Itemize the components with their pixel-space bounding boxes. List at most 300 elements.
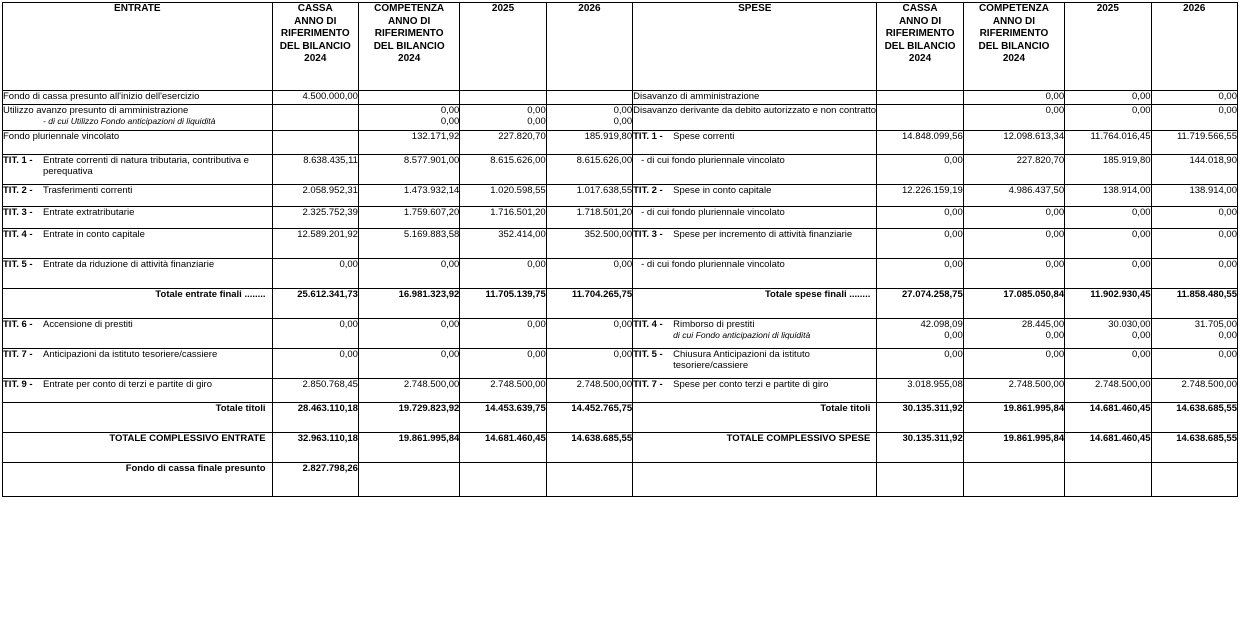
header-comp-line1: COMPETENZA bbox=[978, 3, 1049, 14]
sub-value: 0,00 bbox=[1045, 330, 1065, 341]
spese-2026-value bbox=[1151, 105, 1237, 131]
value: 0,00 bbox=[1045, 349, 1065, 360]
header-cassa-line1: CASSA bbox=[902, 3, 938, 14]
value: 0,00 bbox=[1218, 91, 1237, 102]
value: 4.500.000,00 bbox=[302, 91, 358, 102]
spese-2025-value bbox=[1065, 463, 1151, 497]
value: 138.914,00 bbox=[1189, 185, 1237, 196]
budget-table bbox=[2, 2, 1238, 497]
entrate-row-name: Accensione di prestiti bbox=[43, 319, 133, 330]
header-comp-line2: ANNO DI bbox=[388, 15, 431, 27]
entrate-row-label bbox=[3, 207, 273, 229]
entrate-row-label bbox=[3, 403, 273, 433]
spese-2026-value bbox=[1151, 289, 1237, 319]
entrate-cassa-value bbox=[272, 185, 358, 207]
entrate-row-tit: TIT. 1 - bbox=[3, 155, 33, 166]
value: 32.963.110,18 bbox=[297, 433, 358, 444]
header-comp-line3: RIFERIMENTO bbox=[374, 28, 444, 39]
entrate-cassa-value bbox=[272, 259, 358, 289]
entrate-2025-value bbox=[460, 131, 546, 155]
spese-2026-value bbox=[1151, 259, 1237, 289]
entrate-row-name: Fondo di cassa finale presunto bbox=[125, 463, 266, 474]
value: 0,00 bbox=[440, 259, 460, 270]
table-row bbox=[3, 185, 1238, 207]
entrate-2025-value bbox=[460, 319, 546, 349]
value: 2.748.500,00 bbox=[490, 379, 546, 390]
header-comp-year: 2024 bbox=[398, 53, 421, 64]
spese-competenza-value bbox=[963, 207, 1064, 229]
header-entrate-2026: 2026 bbox=[546, 3, 632, 91]
spese-2025-value bbox=[1065, 403, 1151, 433]
spese-competenza-value bbox=[963, 463, 1064, 497]
value: 11.705.139,75 bbox=[485, 289, 546, 300]
spese-row-tit: TIT. 3 - bbox=[633, 229, 663, 240]
header-spese-competenza bbox=[963, 3, 1064, 91]
entrate-competenza-value bbox=[358, 289, 459, 319]
header-spese-cassa bbox=[877, 3, 963, 91]
entrate-competenza-value bbox=[358, 259, 459, 289]
header-cassa-line1: CASSA bbox=[297, 3, 333, 14]
entrate-row-label bbox=[3, 185, 273, 207]
value: 0,00 bbox=[440, 319, 460, 330]
spese-2026-value bbox=[1151, 207, 1237, 229]
entrate-row-label bbox=[3, 229, 273, 259]
spese-2025-value bbox=[1065, 155, 1151, 185]
header-cassa-year: 2024 bbox=[304, 53, 327, 64]
value: 1.759.607,20 bbox=[403, 207, 460, 218]
spese-2025-value bbox=[1065, 131, 1151, 155]
entrate-2025-value bbox=[460, 349, 546, 379]
entrate-row-name: Fondo pluriennale vincolato bbox=[3, 131, 120, 142]
entrate-row-tit: TIT. 3 - bbox=[3, 207, 33, 218]
value: 0,00 bbox=[1045, 105, 1065, 116]
value: 0,00 bbox=[339, 319, 358, 330]
entrate-row-name: Entrate da riduzione di attività finanziarie bbox=[43, 259, 215, 270]
value: 132.171,92 bbox=[411, 131, 460, 142]
value: 30.135.311,92 bbox=[902, 433, 963, 444]
value: 30.135.311,92 bbox=[902, 403, 963, 414]
entrate-competenza-value bbox=[358, 433, 459, 463]
sub-value: 0,00 bbox=[527, 116, 546, 127]
table-row bbox=[3, 379, 1238, 403]
entrate-row-label bbox=[3, 463, 273, 497]
value: 0,00 bbox=[1045, 91, 1065, 102]
value: 27.074.258,75 bbox=[901, 289, 963, 300]
entrate-row-tit: TIT. 5 - bbox=[3, 259, 33, 270]
entrate-competenza-value bbox=[358, 105, 459, 131]
entrate-2025-value bbox=[460, 229, 546, 259]
value: 42.098,09 bbox=[920, 319, 963, 330]
spese-2026-value bbox=[1151, 155, 1237, 185]
value: 14.638.685,55 bbox=[1176, 433, 1237, 444]
entrate-row-tit: TIT. 7 - bbox=[3, 349, 33, 360]
value: 0,00 bbox=[613, 105, 633, 116]
entrate-competenza-value bbox=[358, 131, 459, 155]
value: 17.085.050,84 bbox=[1003, 289, 1065, 300]
spese-cassa-value bbox=[877, 463, 963, 497]
table-row bbox=[3, 207, 1238, 229]
spese-row-label bbox=[633, 131, 877, 155]
spese-cassa-value bbox=[877, 131, 963, 155]
spese-row-label bbox=[633, 91, 877, 105]
value: 2.748.500,00 bbox=[403, 379, 460, 390]
spese-competenza-value bbox=[963, 433, 1064, 463]
table-body bbox=[3, 91, 1238, 497]
spese-cassa-value bbox=[877, 403, 963, 433]
value: 0,00 bbox=[339, 349, 358, 360]
value: 0,00 bbox=[613, 349, 633, 360]
spese-row-name: Chiusura Anticipazioni da istituto tesoriere/cassiere bbox=[673, 349, 810, 371]
value: 14.681.460,45 bbox=[1089, 403, 1151, 414]
value: 8.615.626,00 bbox=[490, 155, 546, 166]
entrate-competenza-value bbox=[358, 185, 459, 207]
value: 2.058.952,31 bbox=[302, 185, 358, 196]
spese-row-label bbox=[633, 463, 877, 497]
value: 2.827.798,26 bbox=[302, 463, 358, 474]
spese-2025-value bbox=[1065, 319, 1151, 349]
spese-cassa-value bbox=[877, 185, 963, 207]
value: 8.615.626,00 bbox=[576, 155, 633, 166]
value: 14.848.099,56 bbox=[901, 131, 963, 142]
entrate-competenza-value bbox=[358, 207, 459, 229]
spese-cassa-value bbox=[877, 207, 963, 229]
spese-competenza-value bbox=[963, 155, 1064, 185]
value: 0,00 bbox=[1132, 229, 1151, 240]
value: 0,00 bbox=[527, 349, 546, 360]
spese-2026-value bbox=[1151, 403, 1237, 433]
spese-row-tit: TIT. 1 - bbox=[633, 131, 663, 142]
table-row bbox=[3, 91, 1238, 105]
value: 2.748.500,00 bbox=[576, 379, 633, 390]
value: 0,00 bbox=[1132, 259, 1151, 270]
spese-2025-value bbox=[1065, 289, 1151, 319]
entrate-row-label bbox=[3, 105, 273, 131]
value: 28.463.110,18 bbox=[297, 403, 358, 414]
value: 0,00 bbox=[944, 155, 963, 166]
value: 352.500,00 bbox=[584, 229, 633, 240]
spese-row-label bbox=[633, 403, 877, 433]
spese-2025-value bbox=[1065, 379, 1151, 403]
spese-cassa-value bbox=[877, 155, 963, 185]
table-row bbox=[3, 463, 1238, 497]
spese-cassa-value bbox=[877, 105, 963, 131]
header-spese-2026: 2026 bbox=[1151, 3, 1237, 91]
value: 0,00 bbox=[1045, 229, 1065, 240]
entrate-competenza-value bbox=[358, 349, 459, 379]
spese-2025-value bbox=[1065, 207, 1151, 229]
entrate-competenza-value bbox=[358, 229, 459, 259]
spese-row-name: Spese in conto capitale bbox=[673, 185, 772, 196]
entrate-2026-value bbox=[546, 379, 632, 403]
spese-row-label bbox=[633, 229, 877, 259]
value: 1.718.501,20 bbox=[576, 207, 633, 218]
entrate-row-label bbox=[3, 433, 273, 463]
value: 138.914,00 bbox=[1102, 185, 1151, 196]
entrate-cassa-value bbox=[272, 155, 358, 185]
value: 25.612.341,73 bbox=[297, 289, 358, 300]
entrate-2026-value bbox=[546, 91, 632, 105]
spese-row-name: Disavanzo di amministrazione bbox=[633, 91, 760, 102]
spese-row-name: - di cui fondo pluriennale vincolato bbox=[641, 207, 785, 218]
entrate-row-tit: TIT. 6 - bbox=[3, 319, 33, 330]
value: 0,00 bbox=[527, 319, 546, 330]
entrate-row-label bbox=[3, 349, 273, 379]
value: 0,00 bbox=[440, 105, 460, 116]
value: 4.986.437,50 bbox=[1008, 185, 1065, 196]
value: 185.919,80 bbox=[584, 131, 633, 142]
value: 144.018,90 bbox=[1189, 155, 1237, 166]
entrate-2026-value bbox=[546, 433, 632, 463]
spese-2026-value bbox=[1151, 319, 1237, 349]
spese-2025-value bbox=[1065, 105, 1151, 131]
header-cassa-line3: RIFERIMENTO bbox=[885, 28, 955, 39]
spese-row-name: Totale spese finali ........ bbox=[764, 289, 871, 300]
entrate-cassa-value bbox=[272, 433, 358, 463]
spese-2025-value bbox=[1065, 259, 1151, 289]
entrate-2025-value bbox=[460, 463, 546, 497]
entrate-2026-value bbox=[546, 207, 632, 229]
value: 0,00 bbox=[1132, 349, 1151, 360]
value: 14.681.460,45 bbox=[484, 433, 546, 444]
table-row bbox=[3, 229, 1238, 259]
spese-row-name: Rimborso di prestiti bbox=[673, 319, 755, 330]
value: 0,00 bbox=[1218, 349, 1237, 360]
value: 0,00 bbox=[440, 349, 460, 360]
entrate-row-name: Entrate correnti di natura tributaria, contributiva e perequativa bbox=[43, 155, 249, 177]
table-row bbox=[3, 155, 1238, 185]
header-entrate-cassa bbox=[272, 3, 358, 91]
value: 19.861.995,84 bbox=[398, 433, 460, 444]
entrate-2026-value bbox=[546, 289, 632, 319]
entrate-row-name: TOTALE COMPLESSIVO ENTRATE bbox=[109, 433, 266, 444]
value: 0,00 bbox=[944, 207, 963, 218]
spese-row-label bbox=[633, 207, 877, 229]
header-comp-line3: RIFERIMENTO bbox=[979, 28, 1049, 39]
spese-row-label bbox=[633, 349, 877, 379]
value: 2.850.768,45 bbox=[302, 379, 358, 390]
spese-2026-value bbox=[1151, 379, 1237, 403]
entrate-cassa-value bbox=[272, 403, 358, 433]
header-cassa-line4: DEL BILANCIO bbox=[279, 40, 351, 52]
spese-2025-value bbox=[1065, 433, 1151, 463]
entrate-2026-value bbox=[546, 185, 632, 207]
entrate-2026-value bbox=[546, 259, 632, 289]
value: 19.861.995,84 bbox=[1003, 403, 1065, 414]
value: 0,00 bbox=[1132, 207, 1151, 218]
entrate-row-name: Trasferimenti correnti bbox=[43, 185, 133, 196]
entrate-competenza-value bbox=[358, 319, 459, 349]
entrate-cassa-value bbox=[272, 349, 358, 379]
value: 11.858.480,55 bbox=[1176, 289, 1237, 300]
value: 30.030,00 bbox=[1108, 319, 1151, 330]
spese-row-name: Spese correnti bbox=[673, 131, 735, 142]
value: 16.981.323,92 bbox=[398, 289, 460, 300]
value: 8.638.435,11 bbox=[303, 155, 358, 166]
spese-row-label bbox=[633, 105, 877, 131]
value: 0,00 bbox=[1218, 229, 1237, 240]
value: 3.018.955,08 bbox=[907, 379, 963, 390]
entrate-row-tit: TIT. 2 - bbox=[3, 185, 33, 196]
entrate-cassa-value bbox=[272, 379, 358, 403]
entrate-row-name: Totale entrate finali ........ bbox=[155, 289, 266, 300]
value: 0,00 bbox=[1218, 207, 1237, 218]
entrate-row-name: Entrate extratributarie bbox=[43, 207, 135, 218]
table-row bbox=[3, 289, 1238, 319]
entrate-2026-value bbox=[546, 319, 632, 349]
spese-competenza-value bbox=[963, 91, 1064, 105]
value: 14.681.460,45 bbox=[1089, 433, 1151, 444]
table-header bbox=[3, 3, 1238, 91]
spese-row-name: TOTALE COMPLESSIVO SPESE bbox=[726, 433, 871, 444]
spese-competenza-value bbox=[963, 259, 1064, 289]
value: 0,00 bbox=[1045, 207, 1065, 218]
value: 2.748.500,00 bbox=[1008, 379, 1065, 390]
entrate-row-label bbox=[3, 155, 273, 185]
value: 0,00 bbox=[613, 319, 633, 330]
spese-cassa-value bbox=[877, 349, 963, 379]
table-row bbox=[3, 131, 1238, 155]
spese-2026-value bbox=[1151, 349, 1237, 379]
spese-cassa-value bbox=[877, 379, 963, 403]
value: 11.719.566,55 bbox=[1176, 131, 1237, 142]
spese-cassa-value bbox=[877, 91, 963, 105]
entrate-row-label bbox=[3, 131, 273, 155]
value: 0,00 bbox=[613, 259, 633, 270]
table-row bbox=[3, 319, 1238, 349]
entrate-cassa-value bbox=[272, 207, 358, 229]
entrate-competenza-value bbox=[358, 403, 459, 433]
value: 227.820,70 bbox=[1016, 155, 1065, 166]
value: 19.861.995,84 bbox=[1003, 433, 1065, 444]
spese-row-label bbox=[633, 289, 877, 319]
value: 2.325.752,39 bbox=[302, 207, 358, 218]
value: 0,00 bbox=[1045, 259, 1065, 270]
value: 19.729.823,92 bbox=[398, 403, 460, 414]
spese-cassa-value bbox=[877, 259, 963, 289]
entrate-cassa-value bbox=[272, 319, 358, 349]
value: 14.452.765,75 bbox=[571, 403, 633, 414]
table-row bbox=[3, 105, 1238, 131]
header-cassa-line4: DEL BILANCIO bbox=[884, 40, 956, 52]
value: 2.748.500,00 bbox=[1181, 379, 1237, 390]
entrate-cassa-value bbox=[272, 105, 358, 131]
value: 11.764.016,45 bbox=[1090, 131, 1151, 142]
value: 12.589.201,92 bbox=[297, 229, 358, 240]
spese-row-label bbox=[633, 319, 877, 349]
spese-competenza-value bbox=[963, 289, 1064, 319]
value: 11.704.265,75 bbox=[571, 289, 633, 300]
spese-2025-value bbox=[1065, 229, 1151, 259]
value: 0,00 bbox=[527, 259, 546, 270]
header-comp-line4: DEL BILANCIO bbox=[373, 40, 445, 52]
header-cassa-year: 2024 bbox=[908, 53, 932, 64]
entrate-cassa-value bbox=[272, 131, 358, 155]
value: 0,00 bbox=[339, 259, 358, 270]
entrate-2026-value bbox=[546, 155, 632, 185]
spese-row-subname: di cui Fondo anticipazioni di liquidità bbox=[673, 330, 811, 340]
value: 5.169.883,58 bbox=[403, 229, 460, 240]
value: 0,00 bbox=[1132, 91, 1151, 102]
header-entrate-2025: 2025 bbox=[460, 3, 546, 91]
spese-competenza-value bbox=[963, 349, 1064, 379]
spese-2025-value bbox=[1065, 349, 1151, 379]
header-cassa-line2: ANNO DI bbox=[898, 15, 942, 27]
spese-row-name: Disavanzo derivante da debito autorizzato e non contratto bbox=[633, 105, 877, 116]
header-comp-year: 2024 bbox=[1002, 53, 1026, 64]
value: 12.098.613,34 bbox=[1003, 131, 1065, 142]
value: 1.017.638,55 bbox=[576, 185, 633, 196]
spese-row-name: Spese per conto terzi e partite di giro bbox=[673, 379, 829, 390]
header-comp-line4: DEL BILANCIO bbox=[978, 40, 1050, 52]
spese-cassa-value bbox=[877, 319, 963, 349]
spese-2026-value bbox=[1151, 433, 1237, 463]
spese-cassa-value bbox=[877, 433, 963, 463]
entrate-cassa-value bbox=[272, 229, 358, 259]
entrate-row-name: Totale titoli bbox=[215, 403, 266, 414]
entrate-2025-value bbox=[460, 379, 546, 403]
spese-competenza-value bbox=[963, 379, 1064, 403]
entrate-cassa-value bbox=[272, 91, 358, 105]
value: 227.820,70 bbox=[498, 131, 546, 142]
spese-row-name: Totale titoli bbox=[820, 403, 871, 414]
entrate-row-tit: TIT. 9 - bbox=[3, 379, 33, 390]
table-row bbox=[3, 403, 1238, 433]
spese-row-tit: TIT. 4 - bbox=[633, 319, 663, 330]
entrate-competenza-value bbox=[358, 463, 459, 497]
spese-row-label bbox=[633, 259, 877, 289]
spese-2026-value bbox=[1151, 185, 1237, 207]
entrate-row-label bbox=[3, 259, 273, 289]
spese-row-name: - di cui fondo pluriennale vincolato bbox=[641, 259, 785, 270]
spese-2026-value bbox=[1151, 229, 1237, 259]
entrate-2026-value bbox=[546, 229, 632, 259]
entrate-competenza-value bbox=[358, 379, 459, 403]
value: 11.902.930,45 bbox=[1090, 289, 1151, 300]
value: 14.453.639,75 bbox=[484, 403, 546, 414]
sub-value: 0,00 bbox=[613, 116, 633, 127]
entrate-2025-value bbox=[460, 207, 546, 229]
spese-competenza-value bbox=[963, 229, 1064, 259]
sub-value: 0,00 bbox=[1218, 330, 1237, 341]
value: 0,00 bbox=[1218, 105, 1237, 116]
header-comp-line2: ANNO DI bbox=[992, 15, 1036, 27]
entrate-row-tit: TIT. 4 - bbox=[3, 229, 33, 240]
sub-value: 0,00 bbox=[1132, 330, 1151, 341]
entrate-2025-value bbox=[460, 91, 546, 105]
value: 1.716.501,20 bbox=[490, 207, 546, 218]
header-spese-2025: 2025 bbox=[1065, 3, 1151, 91]
spese-row-name: - di cui fondo pluriennale vincolato bbox=[641, 155, 785, 166]
spese-competenza-value bbox=[963, 403, 1064, 433]
spese-row-tit: TIT. 2 - bbox=[633, 185, 663, 196]
header-spese: SPESE bbox=[633, 3, 877, 91]
entrate-row-label bbox=[3, 91, 273, 105]
entrate-2026-value bbox=[546, 131, 632, 155]
spese-row-label bbox=[633, 155, 877, 185]
entrate-row-label bbox=[3, 319, 273, 349]
table-row bbox=[3, 349, 1238, 379]
entrate-2025-value bbox=[460, 185, 546, 207]
header-cassa-line3: RIFERIMENTO bbox=[280, 28, 350, 39]
value: 2.748.500,00 bbox=[1095, 379, 1151, 390]
entrate-2025-value bbox=[460, 155, 546, 185]
entrate-2026-value bbox=[546, 105, 632, 131]
value: 0,00 bbox=[944, 229, 963, 240]
entrate-competenza-value bbox=[358, 155, 459, 185]
value: 0,00 bbox=[527, 105, 546, 116]
spese-2026-value bbox=[1151, 91, 1237, 105]
value: 14.638.685,55 bbox=[571, 433, 633, 444]
